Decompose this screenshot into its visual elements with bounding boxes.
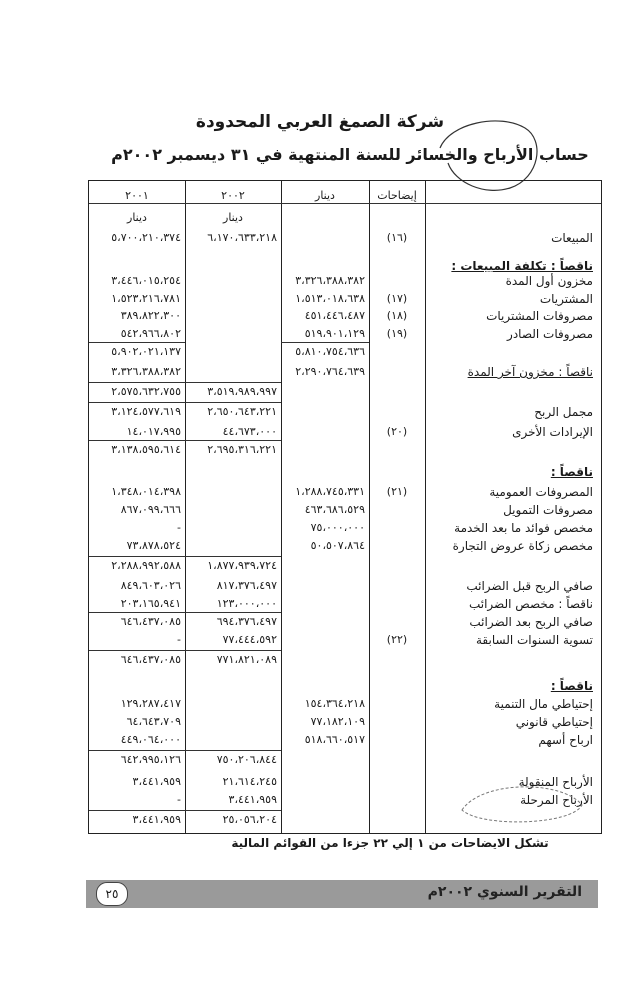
subtotal-rule (89, 650, 185, 651)
row-note: (٢١) (386, 485, 408, 498)
subtotal-rule (89, 382, 185, 383)
statement-title: حساب الأرباح والخسائر للسنة المنتهية في ٣١ ديسمبر ٢٠٠٢م (111, 145, 589, 164)
subtotal-rule (185, 650, 281, 651)
row-amount-sub: ٢،٢٩٠،٧٦٤،٦٣٩ (295, 365, 365, 378)
page-number: ٢٥ (96, 882, 128, 906)
header-year-2001: ٢٠٠١ (125, 189, 149, 202)
unit-2002: دينار (223, 211, 243, 224)
row-label: المبيعات (551, 231, 593, 245)
header-rule (89, 203, 601, 204)
subtotal-rule (89, 612, 185, 613)
footer-note: تشكل الايضاحات من ١ إلي ٢٢ جزءا من القوائم المالية (231, 836, 549, 850)
row-label: تسوية السنوات السابقة (476, 633, 593, 647)
row-amount-2001: ٦٤٦،٤٣٧،٠٨٥ (120, 615, 181, 628)
row-amount-2001: ٣،٣٢٦،٣٨٨،٣٨٢ (111, 365, 181, 378)
row-amount-2001: ٥،٧٠٠،٢١٠،٣٧٤ (111, 231, 181, 244)
col-divider-2002 (281, 181, 282, 833)
subtotal-rule (185, 402, 281, 403)
row-amount-sub: ٤٦٣،٦٨٦،٥٢٩ (304, 503, 365, 516)
row-amount-2002: ٤٤،٦٧٣،٠٠٠ (222, 425, 277, 438)
income-statement-table (88, 180, 602, 834)
row-label: ناقصاً : (550, 679, 593, 693)
unit-2001: دينار (127, 211, 147, 224)
row-amount-sub: ٧٥،٠٠٠،٠٠٠ (310, 521, 365, 534)
subtotal-rule (89, 402, 185, 403)
row-label: مجمل الربح (534, 405, 593, 419)
row-label: صافي الربح قبل الضرائب (466, 579, 593, 593)
row-note: (٢٢) (386, 633, 408, 646)
row-label: مخصص زكاة عروض التجارة (452, 539, 593, 553)
col-divider-2001 (185, 181, 186, 833)
row-amount-2001: ٨٦٧،٠٩٩،٦٦٦ (120, 503, 181, 516)
subtotal-rule (185, 440, 281, 441)
row-amount-2002: ٣،٤٤١،٩٥٩ (228, 793, 277, 806)
row-note: (١٨) (386, 309, 408, 322)
row-amount-2001: ٧٣،٨٧٨،٥٢٤ (126, 539, 181, 552)
row-amount-2001: - (177, 521, 181, 534)
stamp-mark (452, 770, 592, 830)
row-label: ناقصاً : مخصص الضرائب (468, 597, 593, 611)
row-amount-2001: ١،٥٢٣،٢١٦،٧٨١ (111, 292, 181, 305)
row-amount-2002: ٨١٧،٣٧٦،٤٩٧ (216, 579, 277, 592)
subtotal-rule (89, 556, 185, 557)
row-label: الإيرادات الأخرى (512, 425, 593, 439)
subtotal-rule (281, 342, 369, 343)
subtotal-rule (89, 750, 185, 751)
row-amount-2002: ٢١،٦١٤،٢٤٥ (222, 775, 277, 788)
row-amount-2002: ٢،٦٩٥،٣١٦،٢٢١ (207, 443, 277, 456)
row-label: إحتياطي قانوني (515, 715, 593, 729)
row-amount-2002: ١،٨٧٧،٩٣٩،٧٢٤ (207, 559, 277, 572)
row-amount-sub: ٣،٣٢٦،٣٨٨،٣٨٢ (295, 274, 365, 287)
subtotal-rule (185, 556, 281, 557)
row-note: (٢٠) (386, 425, 408, 438)
row-label: الأرباح المنقولة (518, 775, 593, 789)
row-amount-2002: ٧٧،٤٤٤،٥٩٢ (222, 633, 277, 646)
row-amount-sub: ٥،٨١٠،٧٥٤،٦٣٦ (295, 345, 365, 358)
row-amount-2001: ٦٤٢،٩٩٥،١٢٦ (120, 753, 181, 766)
subtotal-rule (185, 612, 281, 613)
subtotal-rule (185, 810, 281, 811)
company-title: شركة الصمغ العربي المحدودة (195, 112, 445, 132)
header-notes: إيضاحات (377, 189, 417, 202)
row-amount-2002: ١٢٣،٠٠٠،٠٠٠ (216, 597, 277, 610)
row-amount-2001: ٦٤،٦٤٣،٧٠٩ (126, 715, 181, 728)
row-note: (١٧) (386, 292, 408, 305)
row-amount-2001: ٣،٤٤٦،٠١٥،٢٥٤ (111, 274, 181, 287)
row-amount-2002: ٦٩٤،٣٧٦،٤٩٧ (216, 615, 277, 628)
row-label: الأرباح المرحلة (520, 793, 593, 807)
row-amount-sub: ١٥٤،٣٦٤،٢١٨ (304, 697, 365, 710)
col-divider-notes (425, 181, 426, 833)
row-label: مخزون أول المدة (505, 274, 593, 288)
subtotal-rule (185, 382, 281, 383)
row-amount-2001: - (177, 633, 181, 646)
row-amount-2001: ٣،١٣٨،٥٩٥،٦١٤ (111, 443, 181, 456)
row-amount-2001: ٥،٩٠٢،٠٢١،١٣٧ (111, 345, 181, 358)
row-label: المصروفات العمومية (489, 485, 593, 499)
row-amount-2001: ٤٤٩،٠٦٤،٠٠٠ (120, 733, 181, 746)
row-amount-2001: ١٢٩،٢٨٧،٤١٧ (120, 697, 181, 710)
row-label: مصروفات المشتريات (486, 309, 593, 323)
row-amount-sub: ٥٠،٥٠٧،٨٦٤ (310, 539, 365, 552)
row-amount-2001: ٦٤٦،٤٣٧،٠٨٥ (120, 653, 181, 666)
row-amount-2002: ٧٧١،٨٢١،٠٨٩ (216, 653, 277, 666)
row-amount-2002: ٢٥،٠٥٦،٢٠٤ (222, 813, 277, 826)
subtotal-rule (185, 750, 281, 751)
row-amount-2001: ٣،٤٤١،٩٥٩ (132, 775, 181, 788)
row-label: إحتياطي مال التنمية (494, 697, 593, 711)
row-amount-2001: ٣٨٩،٨٢٢،٣٠٠ (120, 309, 181, 322)
row-amount-sub: ١،٥١٣،٠١٨،٦٣٨ (295, 292, 365, 305)
row-label: ناقصاً : (550, 465, 593, 479)
row-amount-2001: ٢،٢٨٨،٩٩٢،٥٨٨ (111, 559, 181, 572)
row-amount-2002: ٦،١٧٠،٦٣٣،٢١٨ (207, 231, 277, 244)
row-label: مصروفات الصادر (507, 327, 593, 341)
row-amount-2001: ٨٤٩،٦٠٣،٠٢٦ (120, 579, 181, 592)
row-label: مصروفات التمويل (503, 503, 593, 517)
row-amount-2001: ١،٣٤٨،٠١٤،٣٩٨ (111, 485, 181, 498)
row-amount-sub: ٧٧،١٨٢،١٠٩ (310, 715, 365, 728)
col-divider-sub (369, 181, 370, 833)
row-label: صافي الربح بعد الضرائب (469, 615, 593, 629)
annual-report-label: التقرير السنوي ٢٠٠٢م (427, 884, 582, 900)
row-amount-2001: ٣،١٢٤،٥٧٧،٦١٩ (111, 405, 181, 418)
row-amount-2001: ١٤،٠١٧،٩٩٥ (126, 425, 181, 438)
row-label: المشتريات (539, 292, 593, 306)
row-amount-2001: ٣،٤٤١،٩٥٩ (132, 813, 181, 826)
row-amount-2002: ٧٥٠،٢٠٦،٨٤٤ (216, 753, 277, 766)
row-amount-sub: ٥١٩،٩٠١،١٢٩ (304, 327, 365, 340)
row-amount-2001: - (177, 793, 181, 806)
row-amount-sub: ١،٢٨٨،٧٤٥،٣٣١ (295, 485, 365, 498)
row-amount-2001: ٢،٥٧٥،٦٣٢،٧٥٥ (111, 385, 181, 398)
subtotal-rule (89, 810, 185, 811)
row-label: ارباح أسهم (538, 733, 593, 747)
header-dinar-sub: دينار (315, 189, 335, 202)
row-label: ناقصاً : مخزون آخر المدة (467, 365, 593, 379)
row-note: (١٦) (386, 231, 408, 244)
subtotal-rule (89, 342, 185, 343)
row-amount-2001: ٢٠٣،١٦٥،٩٤١ (120, 597, 181, 610)
row-amount-sub: ٥١٨،٦٦٠،٥١٧ (304, 733, 365, 746)
row-label: ناقصاً : تكلفة المبيعات : (451, 259, 593, 273)
subtotal-rule (89, 440, 185, 441)
header-year-2002: ٢٠٠٢ (221, 189, 245, 202)
row-amount-2001: ٥٤٢،٩٦٦،٨٠٢ (120, 327, 181, 340)
row-amount-2002: ٢،٦٥٠،٦٤٣،٢٢١ (207, 405, 277, 418)
footer-band (86, 880, 598, 908)
row-label: مخصص فوائد ما بعد الخدمة (454, 521, 593, 535)
row-amount-sub: ٤٥١،٤٤٦،٤٨٧ (304, 309, 365, 322)
row-note: (١٩) (386, 327, 408, 340)
row-amount-2002: ٣،٥١٩،٩٨٩،٩٩٧ (207, 385, 277, 398)
